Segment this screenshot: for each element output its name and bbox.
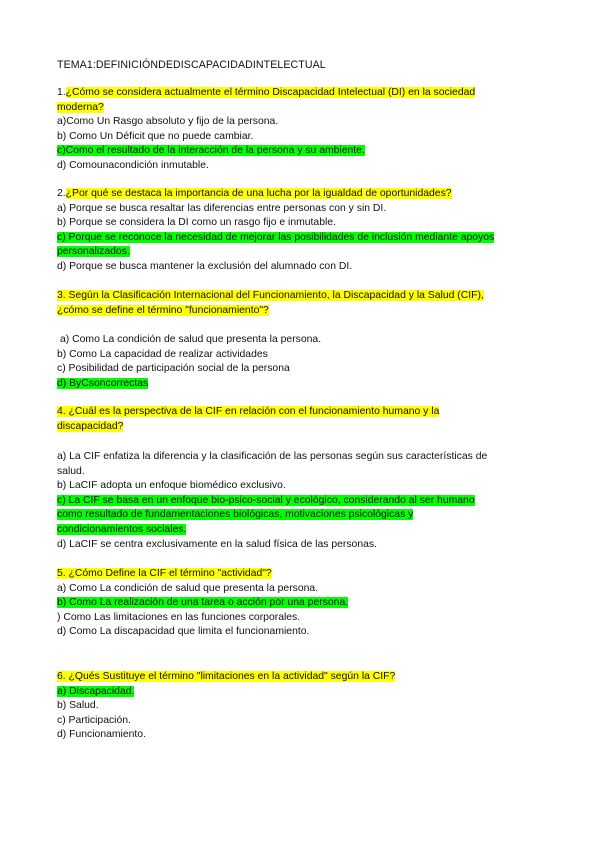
- question-1-line: [57, 86, 527, 101]
- question-2: [57, 187, 527, 275]
- answer-option-correct: a) Discapacidad.: [57, 685, 135, 697]
- question-5: [57, 567, 527, 640]
- answer-option: ) Como Las limitaciones en las funciones corporales.: [57, 611, 301, 623]
- answer-option-correct: condicionamientos sociales.: [57, 523, 187, 535]
- question-2-text: ¿Por qué se destaca la importancia de una lucha por la igualdad de oportunidades?: [65, 188, 452, 199]
- answer-option: c) Participación.: [57, 714, 131, 726]
- question-4-line: discapacidad?: [57, 420, 124, 432]
- answer-option: salud.: [57, 465, 85, 477]
- answer-option: b) Como Un Déficit que no puede cambiar.: [57, 130, 254, 142]
- answer-option: a) Como La condición de salud que presenta la persona.: [57, 582, 319, 594]
- answer-option: b) LaCIF adopta un enfoque biomédico exclusivo.: [57, 480, 286, 492]
- question-4-line: 4. ¿Cuál es la perspectiva de la CIF en relación con el funcionamiento humano y la: [57, 406, 440, 417]
- question-4-options: [57, 450, 527, 552]
- answer-option: b) Salud.: [57, 700, 99, 712]
- answer-option: d) Porque se busca mantener la exclusión del alumnado con DI.: [57, 260, 353, 272]
- question-5-line: 5. ¿Cómo Define la CIF el término "actividad"?: [57, 568, 272, 579]
- answer-option-correct: c) La CIF se basa en un enfoque bio-psico-social y ecológico, considerando al ser humano: [57, 494, 475, 506]
- question-1-text: moderna?: [57, 101, 104, 113]
- answer-option: a) Porque se busca resaltar las diferencias entre personas con y sin DI.: [57, 202, 387, 214]
- answer-option-correct: d) ByCsoncorrectas: [57, 377, 149, 389]
- answer-option-correct: como resultado de fundamentaciones biológicas, motivaciones psicológicas y: [57, 509, 414, 521]
- question-4: [57, 405, 527, 434]
- question-3: [57, 289, 527, 318]
- question-6-line: 6. ¿Qués Sustituye el término "limitaciones en la actividad" según la CIF?: [57, 671, 396, 682]
- question-2-number: 2.: [57, 188, 66, 199]
- answer-option: a) La CIF enfatiza la diferencia y la clasificación de las personas según sus características de: [57, 451, 488, 462]
- answer-option: a)Como Un Rasgo absoluto y fijo de la persona.: [57, 116, 279, 128]
- question-3-line: 3. Según la Clasificación Internacional del Funcionamiento, la Discapacidad y la Salud (CIF),: [57, 290, 484, 301]
- answer-option-correct: c)Como el resultado de la interacción de la persona y su ambiente.: [57, 145, 365, 157]
- question-1-line: [57, 101, 527, 116]
- answer-option-correct: b) Como La realización de una tarea o acción por una persona.: [57, 597, 349, 609]
- answer-option: c) Posibilidad de participación social de la persona: [57, 363, 290, 375]
- question-6: [57, 670, 527, 743]
- answer-option: d) Funcionamiento.: [57, 729, 146, 741]
- answer-option: d) Como La discapacidad que limita el funcionamiento.: [57, 626, 310, 638]
- answer-option: a) Como La condición de salud que presenta la persona.: [60, 334, 322, 345]
- question-1: [57, 86, 527, 174]
- answer-option: d) Comounacondición inmutable.: [57, 159, 209, 171]
- question-1-text: ¿Cómo se considera actualmente el término Discapacidad Intelectual (DI) en la sociedad: [65, 87, 476, 98]
- document-title: TEMA1:DEFINICIÓNDEDISCAPACIDADINTELECTUAL: [57, 59, 326, 71]
- answer-option: b) Porque se considera la DI como un rasgo fijo e inmutable.: [57, 217, 336, 229]
- answer-option: b) Como La capacidad de realizar actividades: [57, 348, 268, 360]
- answer-option-correct: personalizados.: [57, 246, 130, 258]
- question-2-line: [57, 187, 527, 202]
- question-3-options: [57, 333, 527, 391]
- answer-option: d) LaCIF se centra exclusivamente en la salud física de las personas.: [57, 538, 377, 550]
- answer-option-correct: c) Porque se reconoce la necesidad de mejorar las posibilidades de inclusión mediante apoyos: [57, 231, 495, 243]
- question-1-number: 1.: [57, 87, 66, 98]
- question-3-line: ¿cómo se define el término "funcionamiento"?: [57, 304, 269, 316]
